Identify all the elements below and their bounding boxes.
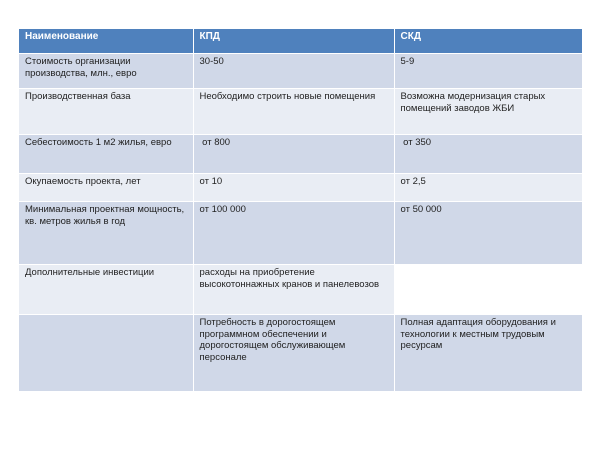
cell-kpd: от 10 (193, 174, 394, 202)
cell-name: Себестоимость 1 м2 жилья, евро (19, 135, 193, 174)
table-row (19, 315, 582, 392)
table-row (19, 202, 582, 265)
cell-name: Производственная база (19, 89, 193, 135)
cell-name: Стоимость организации производства, млн., евро (19, 54, 193, 89)
header-skd: СКД (394, 29, 582, 54)
cell-skd: Возможна модернизация старых помещений заводов ЖБИ (394, 89, 582, 135)
header-name: Наименование (19, 29, 193, 54)
cell-skd: Полная адаптация оборудования и технологии к местным трудовым ресурсам (394, 315, 582, 392)
cell-skd: от 2,5 (394, 174, 582, 202)
cell-name: Окупаемость проекта, лет (19, 174, 193, 202)
cell-skd: от 50 000 (394, 202, 582, 265)
cell-skd: от 350 (394, 135, 582, 174)
cell-kpd: 30-50 (193, 54, 394, 89)
header-kpd: КПД (193, 29, 394, 54)
cell-name: Минимальная проектная мощность, кв. метров жилья в год (19, 202, 193, 265)
cell-kpd: Потребность в дорогостоящем программном обеспечении и дорогостоящем обслуживающем персонале (193, 315, 394, 392)
table-row (19, 174, 582, 202)
cell-name (19, 315, 193, 392)
table-row (19, 89, 582, 135)
table-row (19, 54, 582, 89)
table-header-row (19, 29, 582, 54)
cell-name: Дополнительные инвестиции (19, 265, 193, 315)
cell-kpd: от 800 (193, 135, 394, 174)
cell-skd: 5-9 (394, 54, 582, 89)
cell-skd (394, 265, 582, 315)
cell-kpd: от 100 000 (193, 202, 394, 265)
cell-kpd: расходы на приобретение высокотоннажных кранов и панелевозов (193, 265, 394, 315)
cell-kpd: Необходимо строить новые помещения (193, 89, 394, 135)
table-row (19, 135, 582, 174)
table-row (19, 265, 582, 315)
comparison-table (19, 29, 582, 392)
